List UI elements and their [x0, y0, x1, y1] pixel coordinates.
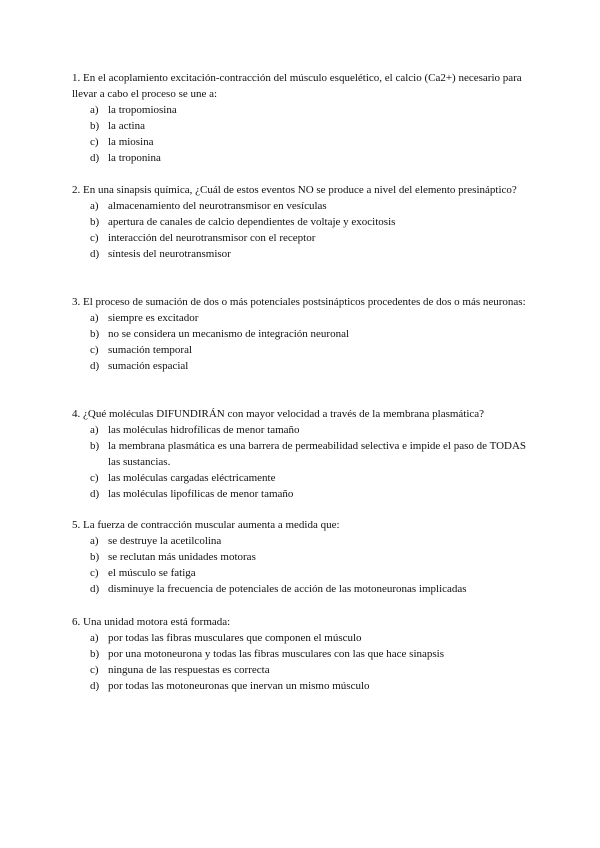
option-text: sumación temporal — [108, 344, 193, 356]
option-text: las moléculas cargadas eléctricamente — [108, 472, 276, 484]
option-letter: d) — [90, 583, 100, 595]
answer-options — [72, 422, 532, 502]
answer-option-b — [72, 549, 532, 565]
answer-option-c — [72, 230, 532, 246]
option-text: la tropomiosina — [108, 104, 177, 116]
option-text: siempre es excitador — [108, 312, 199, 324]
option-text: no se considera un mecanismo de integración neuronal — [108, 328, 350, 340]
answer-option-a — [72, 630, 532, 646]
option-text: sumación espacial — [108, 360, 189, 372]
option-text: síntesis del neurotransmisor — [108, 248, 231, 260]
option-letter: a) — [90, 535, 99, 547]
question-1 — [72, 70, 532, 166]
option-text: interacción del neurotransmisor con el receptor — [108, 232, 316, 244]
option-text: ninguna de las respuestas es correcta — [108, 664, 270, 676]
option-letter: a) — [90, 632, 99, 644]
option-letter: c) — [90, 344, 99, 356]
option-text: almacenamiento del neurotransmisor en vesículas — [108, 200, 327, 212]
question-text: 1. En el acoplamiento excitación-contracción del músculo esquelético, el calcio (Ca2+) necesario para llevar a cabo el proceso se une a: — [72, 72, 522, 100]
answer-options — [72, 102, 532, 166]
question-3 — [72, 294, 532, 374]
option-letter: a) — [90, 424, 99, 436]
option-letter: a) — [90, 200, 99, 212]
answer-option-b — [72, 646, 532, 662]
answer-option-a — [72, 198, 532, 214]
option-letter: b) — [90, 440, 100, 452]
option-text: por todas las fibras musculares que componen el músculo — [108, 632, 362, 644]
option-text: las moléculas lipofílicas de menor tamaño — [108, 488, 294, 500]
option-text: disminuye la frecuencia de potenciales de acción de las motoneuronas implicadas — [108, 583, 467, 595]
answer-options — [72, 310, 532, 374]
answer-option-b — [72, 214, 532, 230]
option-text: la actina — [108, 120, 145, 132]
option-letter: c) — [90, 232, 99, 244]
question-text: 4. ¿Qué moléculas DIFUNDIRÁN con mayor velocidad a través de la membrana plasmática? — [72, 408, 485, 420]
option-letter: d) — [90, 488, 100, 500]
answer-option-d — [72, 150, 532, 166]
option-letter: c) — [90, 136, 99, 148]
answer-option-d — [72, 246, 532, 262]
option-letter: d) — [90, 248, 100, 260]
answer-option-b — [72, 326, 532, 342]
answer-option-d — [72, 358, 532, 374]
question-text: 3. El proceso de sumación de dos o más potenciales postsinápticos procedentes de dos o más neuronas: — [72, 296, 526, 308]
option-letter: b) — [90, 551, 100, 563]
answer-option-a — [72, 310, 532, 326]
option-letter: a) — [90, 312, 99, 324]
answer-option-c — [72, 134, 532, 150]
question-text: 6. Una unidad motora está formada: — [72, 616, 231, 628]
answer-options — [72, 533, 532, 597]
answer-option-a — [72, 102, 532, 118]
question-4 — [72, 406, 532, 502]
answer-options — [72, 630, 532, 694]
option-letter: d) — [90, 680, 100, 692]
option-text: se destruye la acetilcolina — [108, 535, 222, 547]
option-letter: b) — [90, 216, 100, 228]
question-text: 2. En una sinapsis química, ¿Cuál de estos eventos NO se produce a nivel del elemento presináptico? — [72, 184, 517, 196]
answer-option-c — [72, 662, 532, 678]
option-text: la membrana plasmática es una barrera de permeabilidad selectiva e impide el paso de TODAS las sustancias. — [108, 440, 527, 468]
question-6 — [72, 614, 532, 694]
option-letter: b) — [90, 120, 100, 132]
option-letter: c) — [90, 664, 99, 676]
answer-option-a — [72, 422, 532, 438]
question-2 — [72, 182, 532, 262]
answer-option-c — [72, 565, 532, 581]
option-text: se reclutan más unidades motoras — [108, 551, 256, 563]
option-text: las moléculas hidrofílicas de menor tamaño — [108, 424, 300, 436]
option-letter: d) — [90, 360, 100, 372]
answer-option-d — [72, 581, 532, 597]
option-letter: b) — [90, 328, 100, 340]
answer-option-d — [72, 678, 532, 694]
answer-option-b — [72, 438, 532, 470]
option-text: la troponina — [108, 152, 161, 164]
question-5 — [72, 517, 532, 597]
answer-option-b — [72, 118, 532, 134]
answer-option-d — [72, 486, 532, 502]
answer-option-a — [72, 533, 532, 549]
option-letter: a) — [90, 104, 99, 116]
option-text: la miosina — [108, 136, 154, 148]
option-text: el músculo se fatiga — [108, 567, 196, 579]
option-text: apertura de canales de calcio dependientes de voltaje y exocitosis — [108, 216, 396, 228]
question-text: 5. La fuerza de contracción muscular aumenta a medida que: — [72, 519, 340, 531]
option-letter: d) — [90, 152, 100, 164]
option-letter: c) — [90, 567, 99, 579]
option-letter: c) — [90, 472, 99, 484]
option-text: por una motoneurona y todas las fibras musculares con las que hace sinapsis — [108, 648, 445, 660]
answer-option-c — [72, 342, 532, 358]
answer-option-c — [72, 470, 532, 486]
option-letter: b) — [90, 648, 100, 660]
answer-options — [72, 198, 532, 262]
option-text: por todas las motoneuronas que inervan un mismo músculo — [108, 680, 370, 692]
